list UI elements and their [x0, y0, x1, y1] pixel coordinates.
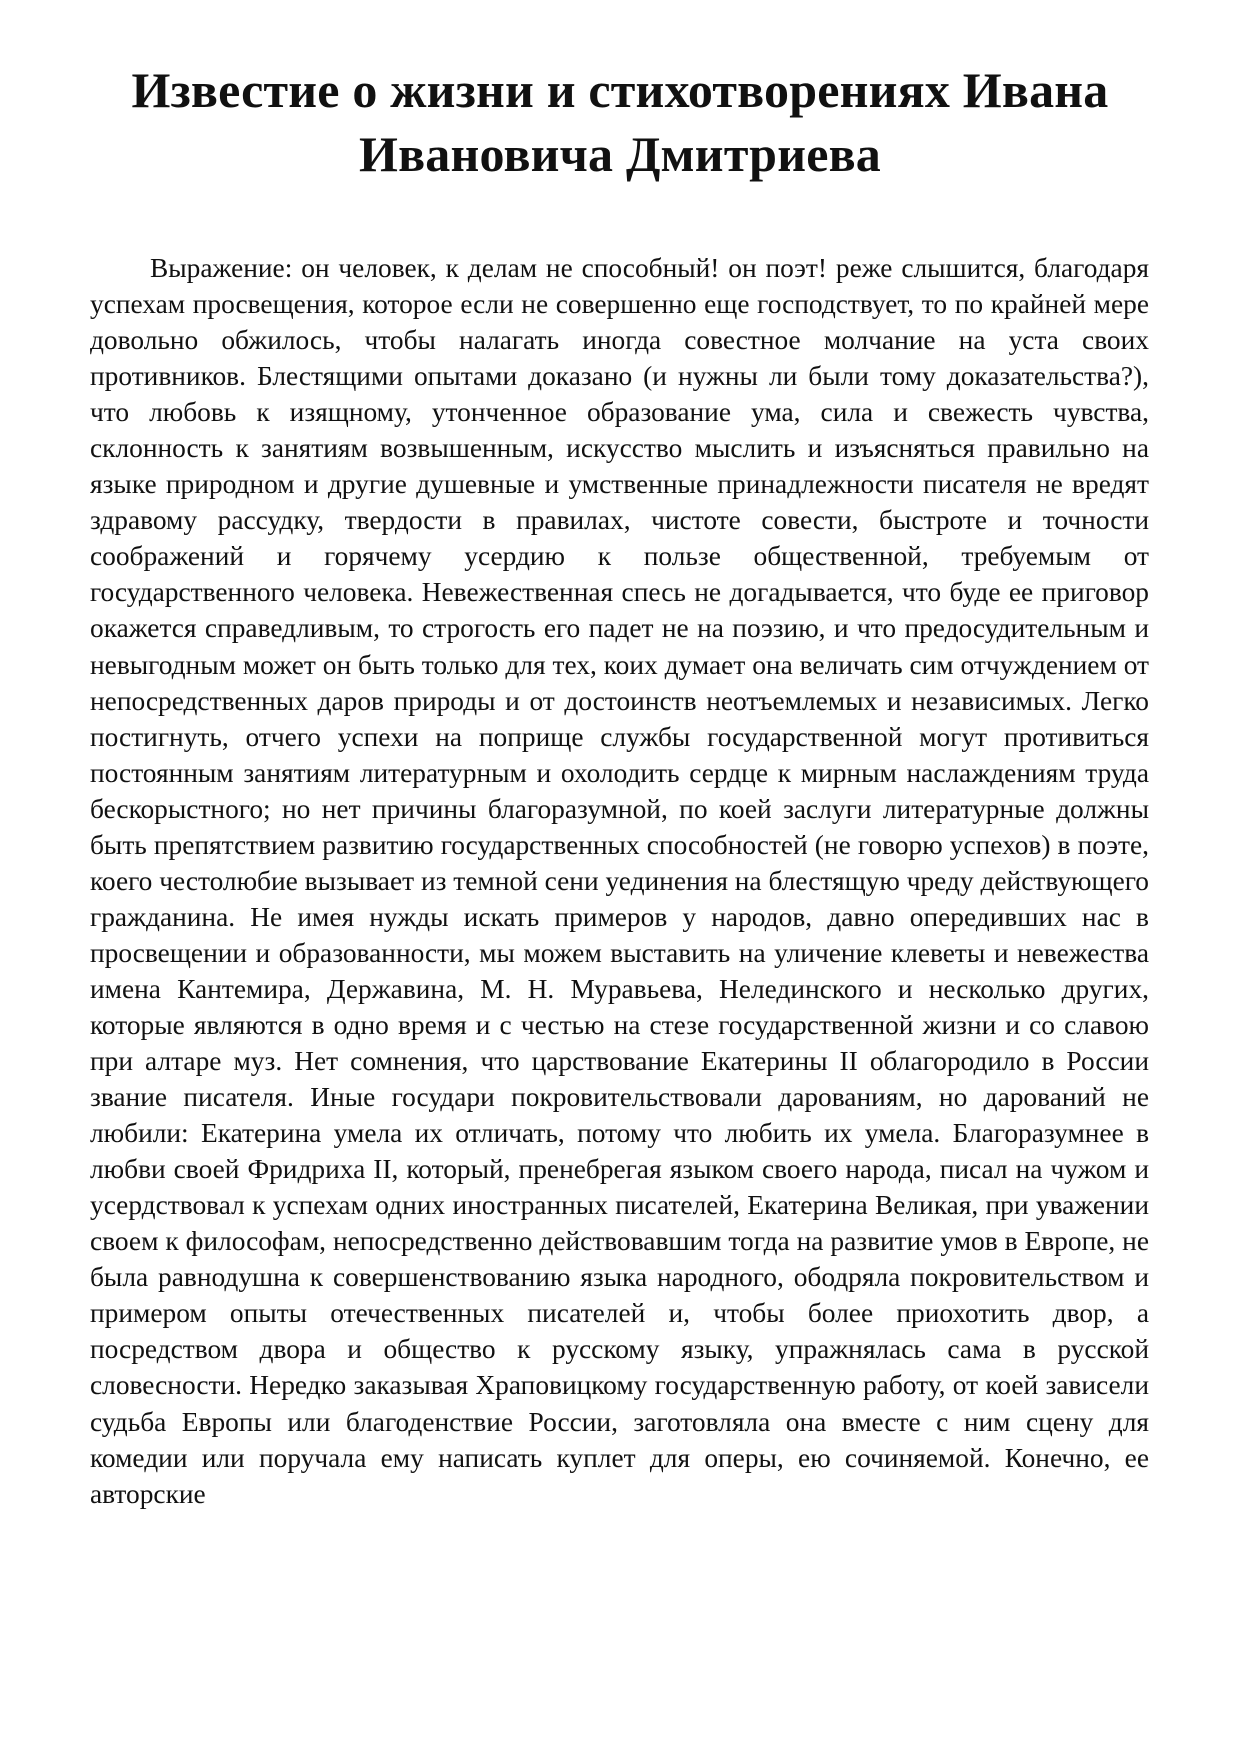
document-title: Известие о жизни и стихотворениях Ивана Ивановича Дмитриева [131, 62, 1109, 182]
body-paragraph: Выражение: он человек, к делам не способный! он поэт! реже слышится, благодаря успехам просвещения, которое если не совершенно еще господствует, то по крайней мере довольно обжилось, чтобы налагать иногда совестное молчание на уста своих противников. Блестящими опытами доказано (и нужны ли были тому доказательства?), что любовь к изящному, утонченное образование ума, сила и свежесть чувства, склонность к занятиям возвышенным, искусство мыслить и изъясняться правильно на языке природном и другие душевные и умственные принадлежности писателя не вредят здравому рассудку, твердости в правилах, чистоте совести, быстроте и точности соображений и горячему усердию к пользе общественной, требуемым от государственного человека. Невежественная спесь не догадывается, что буде ее приговор окажется справедливым, то строгость его падет не на поэзию, и что предосудительным и невыгодным может он быть только для тех, коих думает она величать сим отчуждением от непосредственных даров природы и от достоинств неотъемлемых и независимых. Легко постигнуть, отчего успехи на поприще службы государственной могут противиться постоянным занятиям литературным и охолодить сердце к мирным наслаждениям труда бескорыстного; но нет причины благоразумной, по коей заслуги литературные должны быть препятствием развитию государственных способностей (не говорю успехов) в поэте, коего честолюбие вызывает из темной сени уединения на блестящую чреду действующего гражданина. Не имея нужды искать примеров у народов, давно опередивших нас в просвещении и образованности, мы можем выставить на уличение клеветы и невежества имена Кантемира, Державина, М. Н. Муравьева, Нелединского и несколько других, которые являются в одно время и с честью на стезе государственной жизни и со славою при алтаре муз. Нет сомнения, что царствование Екатерины II облагородило в России звание писателя. Иные государи покровительствовали дарованиям, но дарований не любили: Екатерина умела их отличать, потому что любить их умела. Благоразумнее в любви своей Фридриха II, который, пренебрегая языком своего народа, писал на чужом и усердствовал к успехам одних иностранных писателей, Екатерина Великая, при уважении своем к философам, непосредственно действовавшим тогда на развитие умов в Европе, не была равнодушна к совершенствованию языка народного, ободряла покровительством и примером опыты отечественных писателей и, чтобы более приохотить двор, а посредством двора и общество к русскому языку, упражнялась сама в русской словесности. Нередко заказывая Храповицкому государственную работу, от коей зависели судьба Европы или благоденствие России, заготовляла она вместе с ним сцену для комедии или поручала ему написать куплет для оперы, ею сочиняемой. Конечно, ее авторские [90, 253, 1149, 1509]
